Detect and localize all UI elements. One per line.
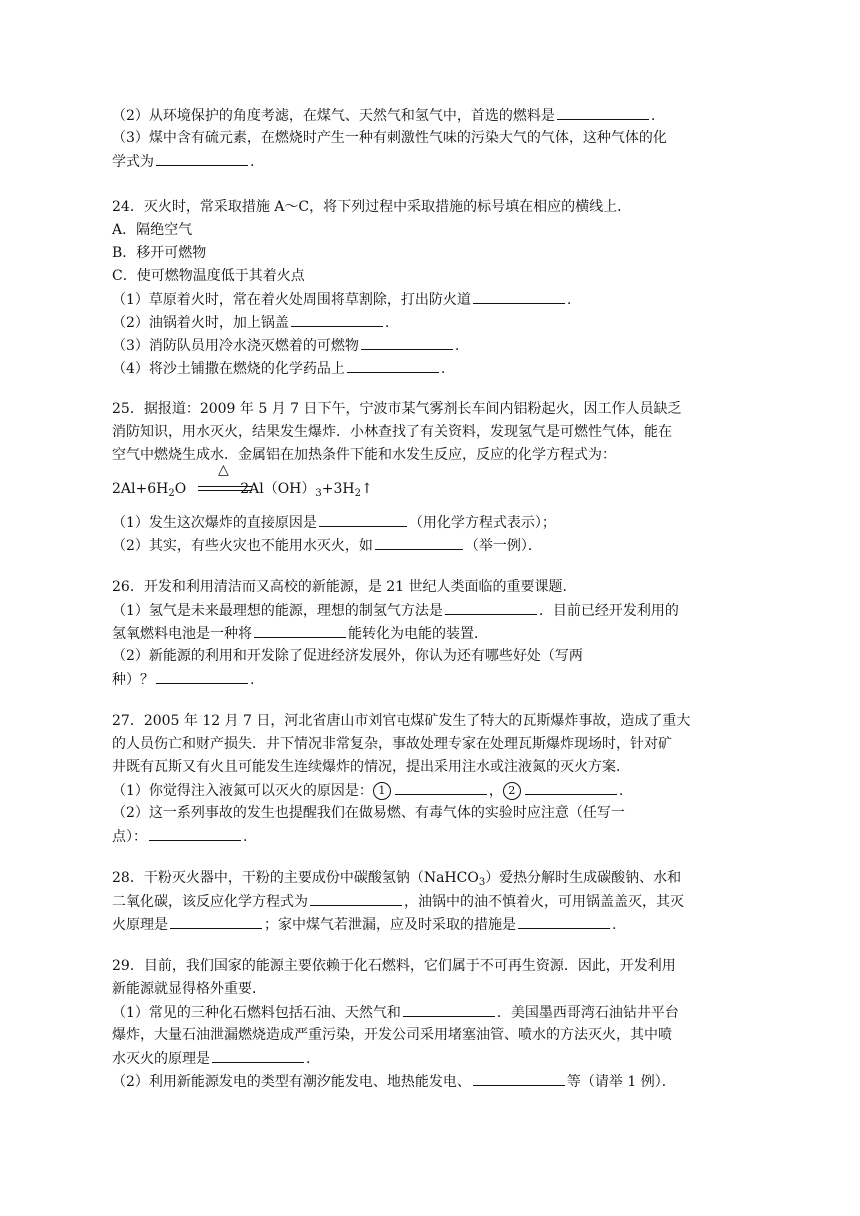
q25-stem-1: 25．据报道：2009 年 5 月 7 日下午，宁波市某气雾剂长车间内铝粉起火，因工作人员缺乏 <box>112 401 682 417</box>
q28-line-2: 二氧化碳，该反应化学方程式为 ，油锅中的油不慎着火，可用锅盖盖灭，其灭 <box>112 890 752 912</box>
q26-item-2b: 种）？ . <box>112 668 752 690</box>
answer-blank <box>375 534 463 550</box>
q25-item-2: （2）其实，有些火灾也不能用水灭火，如 （举一例）． <box>112 534 752 556</box>
equation-equal-sign-top <box>198 486 252 487</box>
q27-stem-3: 井既有瓦斯又有火且可能发生连续爆炸的情况，提出采用注水或注液氮的灭火方案． <box>112 759 630 775</box>
answer-blank <box>212 1047 304 1063</box>
q27-stem-1: 27．2005 年 12 月 7 日，河北省唐山市刘官屯煤矿发生了特大的瓦斯爆炸事故，造成了重大 <box>112 713 691 729</box>
answer-blank <box>445 599 537 615</box>
q26-stem: 26．开发和利用清洁而又高校的新能源，是 21 世纪人类面临的重要课题． <box>112 579 577 595</box>
q29-stem-1: 29．目前，我们国家的能源主要依赖于化石燃料，它们属于不可再生资源．因此，开发利用 <box>112 958 676 974</box>
q27-item-2b: 点）： . <box>112 825 752 847</box>
q26-item-1: （1）氢气是未来最理想的能源，理想的制氢气方法是 ．目前已经开发利用的 <box>112 599 752 621</box>
answer-blank <box>361 334 453 350</box>
answer-blank <box>170 913 262 929</box>
q27-item-2: （2）这一系列事故的发生也提醒我们在做易燃、有毒气体的实验时应注意（任写一 <box>112 805 625 821</box>
answer-blank <box>291 311 383 327</box>
q28-line-1: 28．干粉灭火器中，干粉的主要成份中碳酸氢钠（NaHCO$_3$）爱热分解时生成碳酸钠、水和 <box>112 870 682 888</box>
q24-item-2: （2）油锅着火时，加上锅盖 . <box>112 311 752 333</box>
q27-item-1: （1）你觉得注入液氮可以灭火的原因是： 1 ， 2 . <box>112 779 752 801</box>
answer-blank <box>149 825 241 841</box>
answer-blank <box>310 890 402 906</box>
q25-stem-2: 消防知识，用水灭火，结果发生爆炸．小林查找了有关资料，发现氢气是可燃性气体，能在 <box>112 424 672 440</box>
answer-blank <box>156 150 248 166</box>
q24-item-4: （4）将沙土铺撒在燃烧的化学药品上 . <box>112 357 752 379</box>
line-q23-3: （3）煤中含有硫元素，在燃烧时产生一种有刺激性气味的污染大气的气体，这种气体的化 <box>112 130 667 146</box>
answer-blank <box>347 357 439 373</box>
answer-blank <box>557 104 649 120</box>
circled-number-1: 1 <box>373 782 391 800</box>
q24-item-1: （1）草原着火时，常在着火处周围将草割除，打出防火道 . <box>112 288 752 310</box>
q27-stem-2: 的人员伤亡和财产损失．井下情况非常复杂，事故处理专家在处理瓦斯爆炸现场时，针对矿 <box>112 736 672 752</box>
circled-number-2: 2 <box>503 782 521 800</box>
answer-blank <box>254 622 346 638</box>
answer-blank <box>473 288 565 304</box>
q25-stem-3: 空气中燃烧生成水．金属铝在加热条件下能和水发生反应，反应的化学方程式为： <box>112 447 616 463</box>
answer-blank <box>518 913 610 929</box>
q26-item-2: （2）新能源的利用和开发除了促进经济发展外，你认为还有哪些好处（写两 <box>112 648 583 664</box>
q24-option-b: B．移开可燃物 <box>112 245 207 261</box>
q24-item-3: （3）消防队员用冷水浇灭燃着的可燃物 . <box>112 334 752 356</box>
answer-blank <box>156 668 248 684</box>
answer-blank <box>473 1070 565 1086</box>
line-q23-3b: 学式为 . <box>112 150 752 172</box>
line-q23-2: （2）从环境保护的角度考滤，在煤气、天然气和氢气中，首选的燃料是 . <box>112 104 752 126</box>
q29-item-2: （2）利用新能源发电的类型有潮汐能发电、地热能发电、 等（请举 1 例）． <box>112 1070 752 1092</box>
q28-line-3: 火原理是 ；家中煤气若泄漏，应及时采取的措施是 . <box>112 913 752 935</box>
q29-stem-2: 新能源就显得格外重要． <box>112 981 266 997</box>
chemical-equation: $2Al+6H_2O$ $2Al(OH)_3+3H_2↑$ <box>112 481 373 499</box>
q24-option-a: A．隔绝空气 <box>112 222 193 238</box>
answer-blank <box>403 1001 495 1017</box>
q29-item-1c: 水灭火的原理是 . <box>112 1047 752 1069</box>
equation-equal-sign-bottom <box>198 490 252 491</box>
answer-blank <box>319 511 407 527</box>
q26-item-1b: 氢氧燃料电池是一种将 能转化为电能的装置． <box>112 622 752 644</box>
q25-item-1: （1）发生这次爆炸的直接原因是 （用化学方程式表示）； <box>112 511 752 533</box>
q24-option-c: C．使可燃物温度低于其着火点 <box>112 268 305 284</box>
q29-item-1: （1）常见的三种化石燃料包括石油、天然气和 ．美国墨西哥湾石油钻井平台 <box>112 1001 752 1023</box>
q29-item-1b: 爆炸，大量石油泄漏燃烧造成严重污染，开发公司采用堵塞油管、喷水的方法灭火，其中喷 <box>112 1027 672 1043</box>
answer-blank <box>395 779 487 795</box>
q24-stem: 24．灭火时，常采取措施 A～C，将下列过程中采取措施的标号填在相应的横线上． <box>112 199 632 215</box>
answer-blank <box>525 779 617 795</box>
heat-condition-symbol: △ <box>218 462 229 478</box>
